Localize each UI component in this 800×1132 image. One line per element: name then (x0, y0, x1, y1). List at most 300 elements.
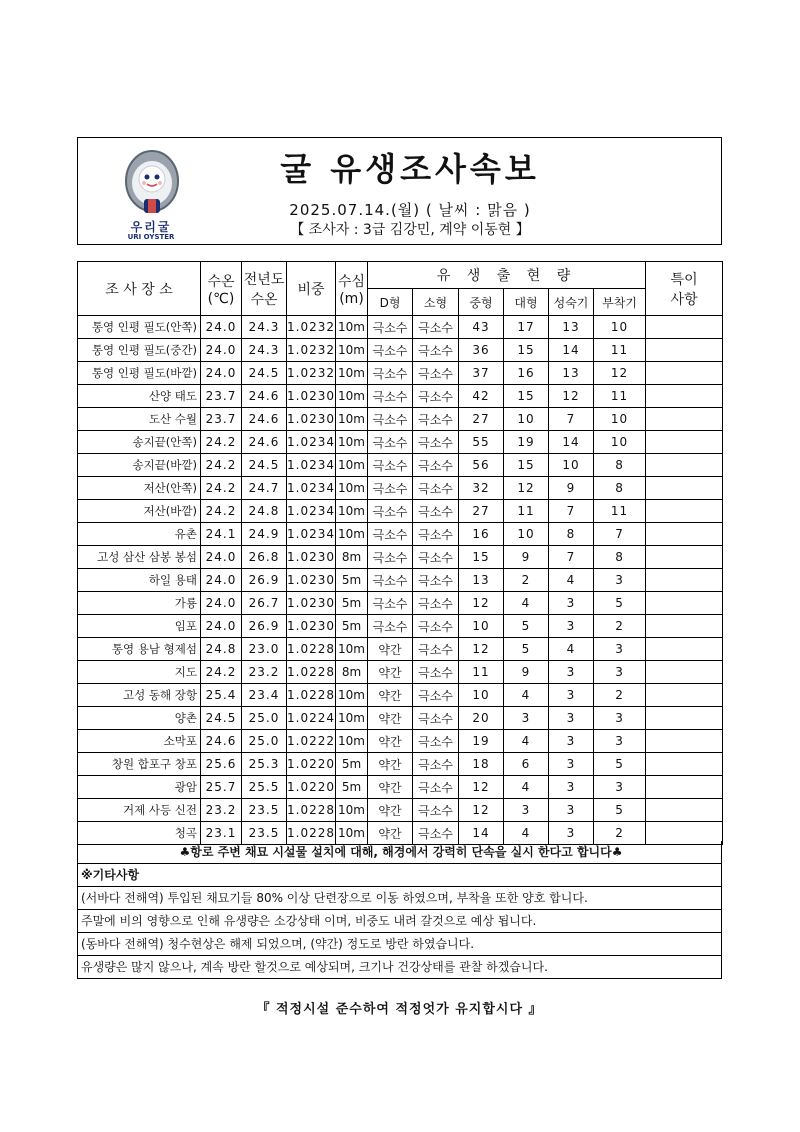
small-cell: 극소수 (413, 822, 459, 845)
medium-cell: 55 (459, 431, 504, 454)
last-year-temp-cell: 24.3 (242, 339, 287, 362)
density-cell: 1.0220 (287, 753, 336, 776)
density-cell: 1.0232 (287, 339, 336, 362)
large-cell: 10 (504, 408, 549, 431)
remarks-cell (646, 500, 723, 523)
header-location: 조 사 장 소 (78, 262, 201, 316)
header-small: 소형 (413, 289, 459, 316)
d-type-cell: 극소수 (368, 615, 413, 638)
larvae-survey-table (77, 261, 723, 845)
last-year-temp-cell: 26.9 (242, 615, 287, 638)
small-cell: 극소수 (413, 523, 459, 546)
mature-cell: 10 (549, 454, 594, 477)
density-cell: 1.0230 (287, 615, 336, 638)
note-line: (서바다 전해역) 투입된 채묘기들 80% 이상 단련장으로 이동 하였으며, 부착율 또한 양호 합니다. (78, 887, 721, 910)
last-year-temp-cell: 23.5 (242, 822, 287, 845)
depth-cell: 10m (336, 523, 368, 546)
d-type-cell: 약간 (368, 776, 413, 799)
attached-cell: 3 (594, 730, 646, 753)
table-row (78, 500, 723, 523)
attached-cell: 7 (594, 523, 646, 546)
d-type-cell: 극소수 (368, 523, 413, 546)
mature-cell: 14 (549, 339, 594, 362)
large-cell: 4 (504, 776, 549, 799)
small-cell: 극소수 (413, 546, 459, 569)
location-cell: 저산(안쪽) (78, 477, 201, 500)
table-row (78, 385, 723, 408)
location-cell: 고성 동해 장항 (78, 684, 201, 707)
table-row (78, 661, 723, 684)
water-temp-cell: 24.0 (201, 316, 242, 339)
d-type-cell: 극소수 (368, 546, 413, 569)
date-weather-line: 2025.07.14.(월) ( 날씨 : 맑음 ) (289, 201, 531, 219)
table-row (78, 730, 723, 753)
water-temp-cell: 24.5 (201, 707, 242, 730)
small-cell: 극소수 (413, 707, 459, 730)
depth-cell: 5m (336, 615, 368, 638)
water-temp-cell: 25.4 (201, 684, 242, 707)
d-type-cell: 극소수 (368, 316, 413, 339)
mature-cell: 14 (549, 431, 594, 454)
d-type-cell: 극소수 (368, 592, 413, 615)
medium-cell: 56 (459, 454, 504, 477)
medium-cell: 11 (459, 661, 504, 684)
density-cell: 1.0234 (287, 431, 336, 454)
location-cell: 저산(바깥) (78, 500, 201, 523)
medium-cell: 12 (459, 638, 504, 661)
table-row (78, 523, 723, 546)
last-year-temp-cell: 24.5 (242, 362, 287, 385)
large-cell: 12 (504, 477, 549, 500)
last-year-temp-cell: 25.0 (242, 707, 287, 730)
table-row (78, 799, 723, 822)
remarks-cell (646, 477, 723, 500)
d-type-cell: 약간 (368, 822, 413, 845)
header-remarks: 특이 사항 (646, 262, 723, 316)
last-year-temp-cell: 24.6 (242, 385, 287, 408)
remarks-cell (646, 546, 723, 569)
last-year-temp-cell: 25.5 (242, 776, 287, 799)
note-line: 유생량은 많지 않으나, 계속 방란 할것으로 예상되며, 크기나 건강상태를 관찰 하겠습니다. (81, 960, 548, 974)
water-temp-cell: 24.0 (201, 569, 242, 592)
depth-cell: 10m (336, 316, 368, 339)
water-temp-cell: 24.2 (201, 661, 242, 684)
location-cell: 창원 합포구 창포 (78, 753, 201, 776)
large-cell: 5 (504, 638, 549, 661)
attached-cell: 8 (594, 546, 646, 569)
density-cell: 1.0232 (287, 316, 336, 339)
water-temp-cell: 24.2 (201, 431, 242, 454)
location-cell: 송지끝(안쪽) (78, 431, 201, 454)
small-cell: 극소수 (413, 776, 459, 799)
large-cell: 3 (504, 707, 549, 730)
attached-cell: 2 (594, 822, 646, 845)
header-medium: 중형 (459, 289, 504, 316)
attached-cell: 3 (594, 569, 646, 592)
last-year-temp-cell: 25.3 (242, 753, 287, 776)
mature-cell: 3 (549, 592, 594, 615)
table-row (78, 339, 723, 362)
small-cell: 극소수 (413, 684, 459, 707)
attached-cell: 10 (594, 316, 646, 339)
attached-cell: 3 (594, 638, 646, 661)
mature-cell: 13 (549, 316, 594, 339)
medium-cell: 37 (459, 362, 504, 385)
mature-cell: 9 (549, 477, 594, 500)
depth-cell: 5m (336, 753, 368, 776)
remarks-cell (646, 799, 723, 822)
large-cell: 5 (504, 615, 549, 638)
table-body (78, 316, 723, 845)
medium-cell: 36 (459, 339, 504, 362)
header-water-temp: 수온 (℃) (201, 262, 242, 316)
medium-cell: 32 (459, 477, 504, 500)
attached-cell: 11 (594, 500, 646, 523)
header-last-year-temp: 전년도 수온 (242, 262, 287, 316)
depth-cell: 10m (336, 362, 368, 385)
d-type-cell: 약간 (368, 684, 413, 707)
water-temp-cell: 24.0 (201, 592, 242, 615)
header-d-type: D형 (368, 289, 413, 316)
small-cell: 극소수 (413, 385, 459, 408)
large-cell: 4 (504, 684, 549, 707)
last-year-temp-cell: 23.5 (242, 799, 287, 822)
water-temp-cell: 23.1 (201, 822, 242, 845)
location-cell: 통영 인평 필도(안쪽) (78, 316, 201, 339)
notes-section (77, 841, 722, 979)
mature-cell: 4 (549, 638, 594, 661)
last-year-temp-cell: 24.3 (242, 316, 287, 339)
small-cell: 극소수 (413, 615, 459, 638)
last-year-temp-cell: 24.5 (242, 454, 287, 477)
d-type-cell: 극소수 (368, 385, 413, 408)
water-temp-cell: 25.7 (201, 776, 242, 799)
remarks-cell (646, 638, 723, 661)
small-cell: 극소수 (413, 500, 459, 523)
table-row (78, 615, 723, 638)
attached-cell: 5 (594, 799, 646, 822)
remarks-cell (646, 569, 723, 592)
large-cell: 15 (504, 454, 549, 477)
depth-cell: 5m (336, 592, 368, 615)
large-cell: 2 (504, 569, 549, 592)
note-line: (동바다 전해역) 청수현상은 해제 되었으며, (약간) 정도로 방란 하였습니다. (78, 933, 721, 956)
large-cell: 4 (504, 822, 549, 845)
note-line: 주말에 비의 영향으로 인해 유생량은 소강상태 이며, 비중도 내려 갈것으로 예상 됩니다. (78, 910, 721, 933)
medium-cell: 15 (459, 546, 504, 569)
medium-cell: 10 (459, 615, 504, 638)
mature-cell: 3 (549, 753, 594, 776)
mature-cell: 7 (549, 546, 594, 569)
large-cell: 11 (504, 500, 549, 523)
location-cell: 산양 태도 (78, 385, 201, 408)
remarks-cell (646, 408, 723, 431)
location-cell: 하일 용태 (78, 569, 201, 592)
d-type-cell: 극소수 (368, 454, 413, 477)
density-cell: 1.0230 (287, 408, 336, 431)
header-attached: 부착기 (594, 289, 646, 316)
large-cell: 4 (504, 592, 549, 615)
location-cell: 청곡 (78, 822, 201, 845)
water-temp-cell: 25.6 (201, 753, 242, 776)
table-row (78, 316, 723, 339)
location-cell: 고성 삼산 삼봉 봉섬 (78, 546, 201, 569)
d-type-cell: 극소수 (368, 408, 413, 431)
d-type-cell: 극소수 (368, 500, 413, 523)
attached-cell: 2 (594, 684, 646, 707)
depth-cell: 10m (336, 638, 368, 661)
table-row (78, 592, 723, 615)
depth-cell: 5m (336, 776, 368, 799)
table-row (78, 362, 723, 385)
mature-cell: 7 (549, 500, 594, 523)
last-year-temp-cell: 23.2 (242, 661, 287, 684)
attached-cell: 8 (594, 454, 646, 477)
small-cell: 극소수 (413, 592, 459, 615)
attached-cell: 10 (594, 431, 646, 454)
mature-cell: 3 (549, 730, 594, 753)
etc-title: ※기타사항 (78, 864, 721, 887)
attached-cell: 11 (594, 385, 646, 408)
density-cell: 1.0222 (287, 730, 336, 753)
table-row (78, 776, 723, 799)
water-temp-cell: 24.2 (201, 454, 242, 477)
remarks-cell (646, 339, 723, 362)
location-cell: 유촌 (78, 523, 201, 546)
remarks-cell (646, 684, 723, 707)
medium-cell: 12 (459, 776, 504, 799)
attached-cell: 11 (594, 339, 646, 362)
mature-cell: 8 (549, 523, 594, 546)
medium-cell: 12 (459, 799, 504, 822)
water-temp-cell: 24.0 (201, 546, 242, 569)
medium-cell: 13 (459, 569, 504, 592)
water-temp-cell: 24.8 (201, 638, 242, 661)
header-depth: 수심 (m) (336, 262, 368, 316)
remarks-cell (646, 385, 723, 408)
depth-cell: 10m (336, 339, 368, 362)
small-cell: 극소수 (413, 454, 459, 477)
mature-cell: 3 (549, 799, 594, 822)
mature-cell: 3 (549, 615, 594, 638)
density-cell: 1.0230 (287, 546, 336, 569)
water-temp-cell: 24.0 (201, 615, 242, 638)
small-cell: 극소수 (413, 408, 459, 431)
remarks-cell (646, 454, 723, 477)
density-cell: 1.0228 (287, 638, 336, 661)
small-cell: 극소수 (413, 569, 459, 592)
large-cell: 3 (504, 799, 549, 822)
surveyor-line: 【 조사자 : 3급 김강민, 계약 이동현 】 (290, 222, 530, 238)
d-type-cell: 약간 (368, 753, 413, 776)
density-cell: 1.0234 (287, 454, 336, 477)
small-cell: 극소수 (413, 661, 459, 684)
header-density: 비중 (287, 262, 336, 316)
attached-cell: 12 (594, 362, 646, 385)
table-row (78, 684, 723, 707)
d-type-cell: 극소수 (368, 431, 413, 454)
water-temp-cell: 23.7 (201, 408, 242, 431)
attached-cell: 3 (594, 776, 646, 799)
d-type-cell: 약간 (368, 638, 413, 661)
remarks-cell (646, 362, 723, 385)
water-temp-cell: 24.0 (201, 339, 242, 362)
water-temp-cell: 23.2 (201, 799, 242, 822)
mature-cell: 4 (549, 569, 594, 592)
remarks-cell (646, 316, 723, 339)
location-cell: 송지끝(바깥) (78, 454, 201, 477)
last-year-temp-cell: 24.9 (242, 523, 287, 546)
last-year-temp-cell: 24.7 (242, 477, 287, 500)
table-row (78, 546, 723, 569)
location-cell: 거제 사등 신전 (78, 799, 201, 822)
large-cell: 10 (504, 523, 549, 546)
medium-cell: 20 (459, 707, 504, 730)
density-cell: 1.0232 (287, 362, 336, 385)
water-temp-cell: 23.7 (201, 385, 242, 408)
location-cell: 통영 용남 형제섬 (78, 638, 201, 661)
last-year-temp-cell: 23.4 (242, 684, 287, 707)
density-cell: 1.0228 (287, 684, 336, 707)
attached-cell: 5 (594, 753, 646, 776)
large-cell: 15 (504, 339, 549, 362)
location-cell: 양촌 (78, 707, 201, 730)
medium-cell: 27 (459, 408, 504, 431)
attached-cell: 10 (594, 408, 646, 431)
table-row (78, 707, 723, 730)
remarks-cell (646, 707, 723, 730)
large-cell: 6 (504, 753, 549, 776)
depth-cell: 10m (336, 408, 368, 431)
last-year-temp-cell: 26.9 (242, 569, 287, 592)
water-temp-cell: 24.0 (201, 362, 242, 385)
location-cell: 임포 (78, 615, 201, 638)
logo-name: 우리굴 (130, 220, 172, 234)
attached-cell: 5 (594, 592, 646, 615)
mature-cell: 3 (549, 684, 594, 707)
mature-cell: 12 (549, 385, 594, 408)
location-cell: 지도 (78, 661, 201, 684)
small-cell: 극소수 (413, 431, 459, 454)
density-cell: 1.0230 (287, 592, 336, 615)
remarks-cell (646, 523, 723, 546)
remarks-cell (646, 753, 723, 776)
table-row (78, 431, 723, 454)
attached-cell: 3 (594, 707, 646, 730)
remarks-cell (646, 615, 723, 638)
small-cell: 극소수 (413, 638, 459, 661)
medium-cell: 16 (459, 523, 504, 546)
location-cell: 소막포 (78, 730, 201, 753)
location-cell: 통영 인평 필도(바깥) (78, 362, 201, 385)
d-type-cell: 극소수 (368, 477, 413, 500)
density-cell: 1.0224 (287, 707, 336, 730)
large-cell: 17 (504, 316, 549, 339)
depth-cell: 10m (336, 500, 368, 523)
mature-cell: 3 (549, 776, 594, 799)
depth-cell: 10m (336, 730, 368, 753)
water-temp-cell: 24.1 (201, 523, 242, 546)
notice-banner: ♣항로 주변 채묘 시설물 설치에 대해, 해경에서 강력히 단속을 실시 한다고 합니다♣ (78, 841, 721, 864)
d-type-cell: 극소수 (368, 569, 413, 592)
density-cell: 1.0234 (287, 477, 336, 500)
large-cell: 9 (504, 661, 549, 684)
density-cell: 1.0220 (287, 776, 336, 799)
medium-cell: 14 (459, 822, 504, 845)
mature-cell: 3 (549, 822, 594, 845)
medium-cell: 19 (459, 730, 504, 753)
depth-cell: 8m (336, 661, 368, 684)
water-temp-cell: 24.6 (201, 730, 242, 753)
table-row (78, 408, 723, 431)
density-cell: 1.0228 (287, 799, 336, 822)
medium-cell: 43 (459, 316, 504, 339)
depth-cell: 10m (336, 431, 368, 454)
depth-cell: 10m (336, 799, 368, 822)
location-cell: 광암 (78, 776, 201, 799)
last-year-temp-cell: 24.6 (242, 431, 287, 454)
d-type-cell: 약간 (368, 707, 413, 730)
depth-cell: 10m (336, 454, 368, 477)
last-year-temp-cell: 24.8 (242, 500, 287, 523)
attached-cell: 2 (594, 615, 646, 638)
last-year-temp-cell: 26.7 (242, 592, 287, 615)
d-type-cell: 극소수 (368, 339, 413, 362)
mature-cell: 13 (549, 362, 594, 385)
attached-cell: 3 (594, 661, 646, 684)
remarks-cell (646, 431, 723, 454)
remarks-cell (646, 730, 723, 753)
small-cell: 극소수 (413, 730, 459, 753)
page-title: 굴 유생조사속보 (280, 150, 540, 188)
water-temp-cell: 24.2 (201, 500, 242, 523)
small-cell: 극소수 (413, 362, 459, 385)
remarks-cell (646, 661, 723, 684)
header-larvae-group: 유 생 출 현 량 (368, 262, 646, 289)
large-cell: 19 (504, 431, 549, 454)
water-temp-cell: 24.2 (201, 477, 242, 500)
depth-cell: 10m (336, 477, 368, 500)
depth-cell: 10m (336, 707, 368, 730)
remarks-cell (646, 776, 723, 799)
small-cell: 극소수 (413, 477, 459, 500)
large-cell: 9 (504, 546, 549, 569)
table-row (78, 638, 723, 661)
medium-cell: 12 (459, 592, 504, 615)
depth-cell: 10m (336, 385, 368, 408)
medium-cell: 42 (459, 385, 504, 408)
medium-cell: 27 (459, 500, 504, 523)
table-row (78, 753, 723, 776)
small-cell: 극소수 (413, 753, 459, 776)
table-row (78, 569, 723, 592)
d-type-cell: 약간 (368, 799, 413, 822)
medium-cell: 10 (459, 684, 504, 707)
attached-cell: 8 (594, 477, 646, 500)
density-cell: 1.0228 (287, 661, 336, 684)
depth-cell: 8m (336, 546, 368, 569)
depth-cell: 5m (336, 569, 368, 592)
d-type-cell: 약간 (368, 730, 413, 753)
density-cell: 1.0230 (287, 569, 336, 592)
large-cell: 15 (504, 385, 549, 408)
location-cell: 통영 인평 필도(중간) (78, 339, 201, 362)
location-cell: 가룡 (78, 592, 201, 615)
large-cell: 16 (504, 362, 549, 385)
depth-cell: 10m (336, 822, 368, 845)
remarks-cell (646, 592, 723, 615)
last-year-temp-cell: 25.0 (242, 730, 287, 753)
